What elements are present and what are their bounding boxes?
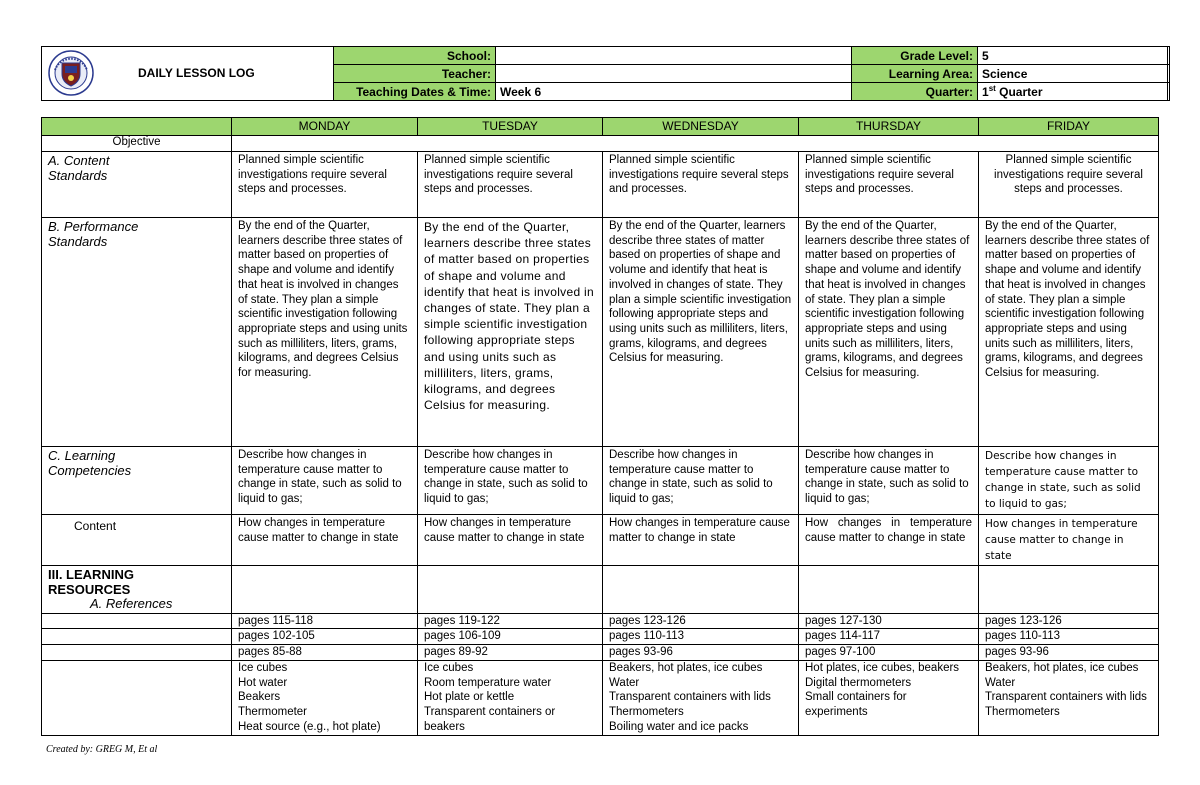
day-header-friday: FRIDAY xyxy=(979,118,1159,136)
header-box xyxy=(41,46,1168,101)
pages-row-1-label xyxy=(42,613,232,629)
day-header-tuesday: TUESDAY xyxy=(418,118,603,136)
quarter-suffix: st xyxy=(988,84,996,93)
material-item: Water xyxy=(985,676,1016,689)
pages-row-1-monday[interactable]: pages 115-118 xyxy=(232,613,418,629)
pages-row-1 xyxy=(42,613,1159,629)
material-item: Transparent containers with lids xyxy=(609,691,771,704)
header-info-grid xyxy=(333,46,1170,101)
materials-label xyxy=(42,660,232,736)
pages-row-3-tuesday[interactable]: pages 89-92 xyxy=(418,645,603,661)
pages-row-2-wednesday[interactable]: pages 110-113 xyxy=(603,629,799,645)
school-label: School: xyxy=(334,47,496,65)
deped-seal-icon xyxy=(48,50,94,96)
pages-row-3-thursday[interactable]: pages 97-100 xyxy=(799,645,979,661)
material-item: Beakers xyxy=(238,691,281,704)
content-wednesday[interactable]: How changes in temperature cause matter to change in state xyxy=(603,515,799,566)
pages-row-1-friday[interactable]: pages 123-126 xyxy=(979,613,1159,629)
content-friday[interactable]: How changes in temperature cause matter to change in state xyxy=(979,515,1159,566)
learning-competencies-friday[interactable]: Describe how changes in temperature cause matter to change in state, such as solid to liquid to gas; xyxy=(979,447,1159,515)
learning-resources-tuesday[interactable] xyxy=(418,566,603,614)
objective-label: Objective xyxy=(42,136,232,152)
content-row xyxy=(42,515,1159,566)
pages-row-3-friday[interactable]: pages 93-96 xyxy=(979,645,1159,661)
material-item: Hot plates, ice cubes, beakers xyxy=(805,661,960,674)
learning-competencies-label-line2: Competencies xyxy=(48,463,132,478)
learning-resources-wednesday[interactable] xyxy=(603,566,799,614)
learning-competencies-wednesday[interactable]: Describe how changes in temperature cause matter to change in state, such as solid to liquid to gas; xyxy=(603,447,799,515)
material-item: Beakers, hot plates, ice cubes xyxy=(609,661,763,674)
learning-competencies-row xyxy=(42,447,1159,515)
content-standards-thursday[interactable]: Planned simple scientific investigations require several steps and processes. xyxy=(799,152,979,218)
learning-competencies-thursday[interactable]: Describe how changes in temperature cause matter to change in state, such as solid to liquid to gas; xyxy=(799,447,979,515)
materials-thursday[interactable] xyxy=(799,660,979,736)
material-item: Thermometer xyxy=(238,705,308,718)
teacher-label: Teacher: xyxy=(334,65,496,83)
learning-area-field[interactable]: Science xyxy=(978,65,1170,83)
content-standards-label xyxy=(42,152,232,218)
day-header-row xyxy=(42,118,1159,136)
quarter-number: 1 xyxy=(982,85,989,99)
day-header-monday: MONDAY xyxy=(232,118,418,136)
content-standards-label-line2: Standards xyxy=(48,168,108,183)
material-item: Hot plate or kettle xyxy=(424,691,515,704)
learning-competencies-tuesday[interactable]: Describe how changes in temperature cause matter to change in state, such as solid to liquid to gas; xyxy=(418,447,603,515)
quarter-label: Quarter: xyxy=(852,83,978,101)
day-header-wednesday: WEDNESDAY xyxy=(603,118,799,136)
grade-level-label: Grade Level: xyxy=(852,47,978,65)
pages-row-1-thursday[interactable]: pages 127-130 xyxy=(799,613,979,629)
pages-row-2-friday[interactable]: pages 110-113 xyxy=(979,629,1159,645)
document-title: DAILY LESSON LOG xyxy=(138,66,255,80)
performance-standards-tuesday[interactable]: By the end of the Quarter, learners describe three states of matter based on properties of shape and volume and identify that heat is involved in changes of state. They plan a simple scientific investigation following appropriate steps and using units such as milliliters, liters, grams, kilograms, and degrees Celsius for measuring. xyxy=(418,218,603,447)
material-item: Water xyxy=(609,676,640,689)
content-monday[interactable]: How changes in temperature cause matter to change in state xyxy=(232,515,418,566)
material-item: Digital thermometers xyxy=(805,676,912,689)
material-item: Hot water xyxy=(238,676,288,689)
performance-standards-label-line1: B. Performance xyxy=(48,219,139,234)
content-standards-monday[interactable]: Planned simple scientific investigations require several steps and processes. xyxy=(232,152,418,218)
quarter-word: Quarter xyxy=(995,85,1043,99)
learning-resources-title-line2: RESOURCES xyxy=(48,582,131,597)
material-item: Beakers, hot plates, ice cubes xyxy=(985,661,1139,674)
material-item: Transparent containers with lids xyxy=(985,691,1147,704)
learning-resources-monday[interactable] xyxy=(232,566,418,614)
pages-row-2-tuesday[interactable]: pages 106-109 xyxy=(418,629,603,645)
grade-level-field[interactable]: 5 xyxy=(978,47,1170,65)
materials-wednesday[interactable] xyxy=(603,660,799,736)
performance-standards-wednesday[interactable]: By the end of the Quarter, learners describe three states of matter based on properties of shape and volume and identify that heat is involved in changes of state. They plan a simple scientific investigation following appropriate steps and using units such as milliliters, liters, grams, kilograms, and degrees Celsius for measuring. xyxy=(603,218,799,447)
pages-row-2 xyxy=(42,629,1159,645)
pages-row-3-wednesday[interactable]: pages 93-96 xyxy=(603,645,799,661)
performance-standards-row xyxy=(42,218,1159,447)
pages-row-3-monday[interactable]: pages 85-88 xyxy=(232,645,418,661)
objective-row xyxy=(42,136,1159,152)
blank-header-cell xyxy=(42,118,232,136)
learning-resources-thursday[interactable] xyxy=(799,566,979,614)
learning-resources-friday[interactable] xyxy=(979,566,1159,614)
materials-friday[interactable] xyxy=(979,660,1159,736)
material-item: Small containers for experiments xyxy=(805,691,907,718)
pages-row-3-label xyxy=(42,645,232,661)
pages-row-2-monday[interactable]: pages 102-105 xyxy=(232,629,418,645)
pages-row-1-tuesday[interactable]: pages 119-122 xyxy=(418,613,603,629)
pages-row-1-wednesday[interactable]: pages 123-126 xyxy=(603,613,799,629)
day-header-thursday: THURSDAY xyxy=(799,118,979,136)
content-standards-label-line1: A. Content xyxy=(48,153,110,168)
performance-standards-label xyxy=(42,218,232,447)
content-label: Content xyxy=(42,515,232,566)
objective-cell[interactable] xyxy=(232,136,1159,152)
performance-standards-monday[interactable]: By the end of the Quarter, learners describe three states of matter based on properties of shape and volume and identify that heat is involved in changes of state. They plan a simple scientific investigation following appropriate steps and using units such as milliliters, liters, grams, kilograms, and degrees Celsius for measuring. xyxy=(232,218,418,447)
pages-row-2-thursday[interactable]: pages 114-117 xyxy=(799,629,979,645)
performance-standards-label-line2: Standards xyxy=(48,234,108,249)
learning-area-label: Learning Area: xyxy=(852,65,978,83)
content-thursday[interactable]: How changes in temperature cause matter to change in state xyxy=(799,515,979,566)
content-tuesday[interactable]: How changes in temperature cause matter to change in state xyxy=(418,515,603,566)
performance-standards-friday[interactable]: By the end of the Quarter, learners describe three states of matter based on properties of shape and volume and identify that heat is involved in changes of state. They plan a simple scientific investigation following appropriate steps and using units such as milliliters, liters, grams, kilograms, and degrees Celsius for measuring. xyxy=(979,218,1159,447)
learning-resources-row xyxy=(42,566,1159,614)
references-label: A. References xyxy=(90,596,173,611)
learning-resources-label xyxy=(42,566,232,614)
learning-resources-title-line1: III. LEARNING xyxy=(48,567,134,582)
material-item: Ice cubes xyxy=(424,661,474,674)
lesson-log-table xyxy=(41,117,1159,736)
created-by-footer: Created by: GREG M, Et al xyxy=(46,744,158,755)
pages-row-3 xyxy=(42,645,1159,661)
teacher-field[interactable] xyxy=(496,65,852,83)
material-item: Heat source (e.g., hot plate) xyxy=(238,720,381,733)
material-item: Thermometers xyxy=(609,705,684,718)
material-item: Boiling water and ice packs xyxy=(609,720,749,733)
learning-competencies-label xyxy=(42,447,232,515)
material-item: Transparent containers or beakers xyxy=(424,705,556,733)
learning-competencies-monday[interactable]: Describe how changes in temperature cause matter to change in state, such as solid to liquid to gas; xyxy=(232,447,418,515)
material-item: Ice cubes xyxy=(238,661,288,674)
content-standards-friday[interactable]: Planned simple scientific investigations require several steps and processes. xyxy=(979,152,1159,218)
pages-row-2-label xyxy=(42,629,232,645)
teaching-dates-field[interactable]: Week 6 xyxy=(496,83,852,101)
content-standards-tuesday[interactable]: Planned simple scientific investigations require several steps and processes. xyxy=(418,152,603,218)
material-item: Thermometers xyxy=(985,705,1060,718)
content-standards-wednesday[interactable]: Planned simple scientific investigations require several steps and processes. xyxy=(603,152,799,218)
materials-monday[interactable] xyxy=(232,660,418,736)
performance-standards-thursday[interactable]: By the end of the Quarter, learners describe three states of matter based on properties of shape and volume and identify that heat is involved in changes of state. They plan a simple scientific investigation following appropriate steps and using units such as milliliters, liters, grams, kilograms, and degrees Celsius for measuring. xyxy=(799,218,979,447)
learning-competencies-label-line1: C. Learning xyxy=(48,448,116,463)
material-item: Room temperature water xyxy=(424,676,552,689)
teaching-dates-label: Teaching Dates & Time: xyxy=(334,83,496,101)
content-standards-row xyxy=(42,152,1159,218)
school-field[interactable] xyxy=(496,47,852,65)
quarter-field[interactable] xyxy=(978,83,1170,101)
materials-row xyxy=(42,660,1159,736)
materials-tuesday[interactable] xyxy=(418,660,603,736)
